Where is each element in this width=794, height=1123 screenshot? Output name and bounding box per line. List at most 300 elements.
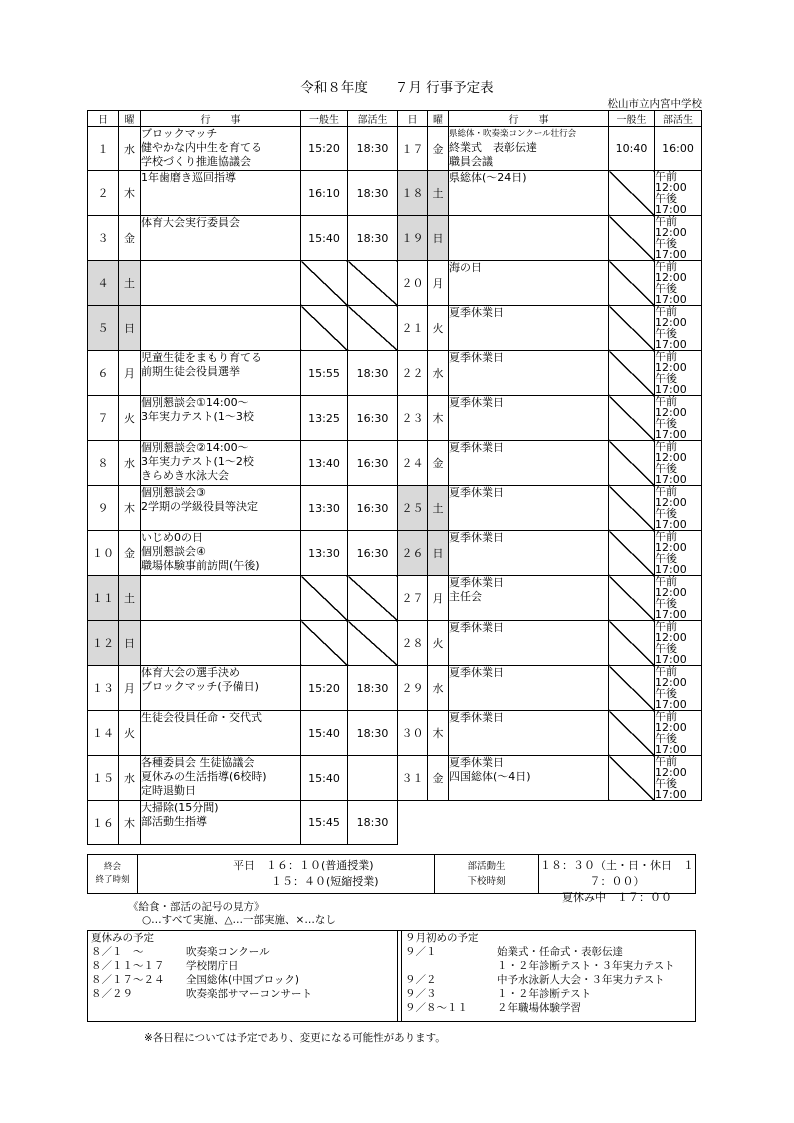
weekday: 金 — [119, 216, 141, 261]
normal-end-time: 平日 １６：１０(普通授業) — [233, 859, 374, 872]
schedule-table — [87, 110, 702, 845]
event-line: 部活動生指導 — [141, 815, 207, 828]
event-line: 2学期の学級役員等決定 — [141, 500, 258, 513]
club-time-am: 午前12:00 — [655, 755, 687, 779]
club-time: １８：３０（土・日・休日 １７：００） — [540, 859, 694, 888]
club-time-split — [655, 171, 702, 216]
plan-item — [402, 959, 696, 973]
plan-text: １・２年診断テスト — [497, 988, 592, 1000]
day-number: ６ — [88, 351, 119, 396]
event-line: 夏季休業日 — [449, 711, 504, 724]
club-time-pm: 午後17:00 — [655, 192, 687, 216]
summer-plans-header: 夏休みの予定 — [91, 932, 154, 944]
lunch-time: 15:45 — [301, 801, 348, 845]
weekday: 月 — [428, 261, 449, 306]
event-cell — [141, 396, 301, 441]
table-row — [88, 127, 702, 171]
club-time-label-1: 部活動生 — [467, 861, 506, 872]
day-number: ２１ — [398, 306, 428, 351]
short-end-time: １５：４０(短縮授業) — [271, 875, 379, 888]
plan-date: ８／１１～１７ — [91, 960, 165, 972]
header-row — [88, 111, 702, 127]
club-time-split — [655, 531, 702, 576]
weekday: 水 — [119, 441, 141, 486]
day-number: ２８ — [398, 621, 428, 666]
table-row — [88, 711, 702, 756]
day-number: ５ — [88, 306, 119, 351]
club-time-am: 午前12:00 — [655, 170, 687, 194]
event-line: 大掃除(15分間) — [141, 801, 219, 814]
event-cell — [141, 666, 301, 711]
club-time-pm: 午後17:00 — [655, 732, 687, 756]
table-row — [88, 576, 702, 621]
table-row — [88, 306, 702, 351]
weekday: 土 — [428, 171, 449, 216]
plan-date: ９／１ — [405, 946, 437, 958]
event-cell — [449, 127, 609, 171]
club-time-pm: 午後17:00 — [655, 552, 687, 576]
day-number: ２３ — [398, 396, 428, 441]
header-lunch: 一般生 — [301, 111, 348, 127]
lunch-time: 16:10 — [301, 171, 348, 216]
club-time: 16:00 — [655, 127, 702, 171]
day-number: ２２ — [398, 351, 428, 396]
club-time-am: 午前12:00 — [655, 305, 687, 329]
table-row — [88, 486, 702, 531]
event-cell — [141, 621, 301, 666]
day-number: ４ — [88, 261, 119, 306]
club-time-am: 午前12:00 — [655, 530, 687, 554]
club-none-cell — [348, 576, 398, 621]
event-line: 夏季休業日 — [449, 531, 504, 544]
table-row — [88, 441, 702, 486]
club-time: 18:30 — [348, 171, 398, 216]
weekday: 日 — [119, 306, 141, 351]
club-time-split — [655, 711, 702, 756]
event-line: 夏季休業日 — [449, 351, 504, 364]
table-row — [88, 171, 702, 216]
event-line: 夏季休業日 — [449, 486, 504, 499]
club-time: 18:30 — [348, 127, 398, 171]
plan-item — [402, 987, 696, 1001]
club-time: 18:30 — [348, 801, 398, 845]
event-cell — [449, 756, 609, 801]
club-time-pm: 午後17:00 — [655, 687, 687, 711]
event-cell — [449, 216, 609, 261]
event-line: 主任会 — [449, 590, 482, 603]
club-time-label-2: 下校時刻 — [467, 876, 506, 887]
plan-text: ２年職場体験学習 — [497, 1002, 581, 1014]
lunch-time: 15:20 — [301, 666, 348, 711]
header-club: 部活生 — [348, 111, 398, 127]
header-event: 行 事 — [141, 111, 301, 127]
end-time-label-1: 終会 — [103, 862, 121, 872]
weekday: 水 — [119, 756, 141, 801]
club-time — [348, 756, 398, 801]
empty-cell — [609, 801, 655, 845]
event-line: 夏季休業日 — [449, 396, 504, 409]
club-time: 18:30 — [348, 666, 398, 711]
plan-text: 全国総体(中国ブロック) — [186, 974, 299, 986]
weekday: 木 — [428, 711, 449, 756]
plans-box — [87, 930, 696, 1022]
plan-date: ８／１ ～ — [91, 946, 144, 958]
club-time-pm: 午後17:00 — [655, 372, 687, 396]
event-line: 夏季休業日 — [449, 441, 504, 454]
event-line: 前期生徒会役員選挙 — [141, 365, 240, 378]
event-cell — [141, 306, 301, 351]
lunch-time: 13:40 — [301, 441, 348, 486]
school-name: 松山市立内宮中学校 — [607, 98, 702, 110]
event-cell — [141, 756, 301, 801]
table-row — [88, 216, 702, 261]
lunch-none-cell — [609, 351, 655, 396]
event-cell — [449, 396, 609, 441]
lunch-none-cell — [609, 306, 655, 351]
club-time-am: 午前12:00 — [655, 485, 687, 509]
lunch-none-cell — [609, 216, 655, 261]
lunch-none-cell — [609, 756, 655, 801]
plan-date: ９／２ — [405, 974, 437, 986]
header-day: 日 — [88, 111, 119, 127]
table-row — [88, 396, 702, 441]
club-time: 16:30 — [348, 396, 398, 441]
club-time-split — [655, 756, 702, 801]
club-time-pm: 午後17:00 — [655, 642, 687, 666]
empty-cell — [449, 801, 609, 845]
day-number: ２７ — [398, 576, 428, 621]
event-cell — [449, 306, 609, 351]
plan-item — [402, 1001, 696, 1015]
lunch-time: 15:40 — [301, 711, 348, 756]
club-time-split — [655, 351, 702, 396]
plan-text: 中予水泳新人大会・３年実力テスト — [497, 974, 665, 986]
day-number: ３１ — [398, 756, 428, 801]
day-number: ２５ — [398, 486, 428, 531]
weekday: 木 — [119, 486, 141, 531]
day-number: １６ — [88, 801, 119, 845]
lunch-time: 13:25 — [301, 396, 348, 441]
event-line: 海の日 — [449, 261, 482, 274]
event-cell — [449, 576, 609, 621]
event-line: 夏季休業日 — [449, 576, 504, 589]
day-number: ７ — [88, 396, 119, 441]
weekday: 火 — [428, 621, 449, 666]
weekday: 火 — [119, 396, 141, 441]
club-time-am: 午前12:00 — [655, 710, 687, 734]
event-cell — [449, 486, 609, 531]
weekday: 月 — [428, 576, 449, 621]
event-line: 夏季休業日 — [449, 756, 504, 769]
table-row — [88, 666, 702, 711]
club-time: 18:30 — [348, 351, 398, 396]
event-line: 夏休みの生活指導(6校時) — [141, 770, 267, 783]
table-row — [88, 531, 702, 576]
club-time: 16:30 — [348, 531, 398, 576]
event-cell — [449, 171, 609, 216]
club-time-am: 午前12:00 — [655, 665, 687, 689]
event-cell — [141, 441, 301, 486]
club-time-pm: 午後17:00 — [655, 237, 687, 261]
end-time-label-2: 終了時刻 — [95, 875, 130, 885]
lunch-none-cell — [301, 261, 348, 306]
club-time-pm: 午後17:00 — [655, 462, 687, 486]
weekday: 火 — [428, 306, 449, 351]
club-time: 18:30 — [348, 216, 398, 261]
sept-plans — [401, 931, 696, 1021]
club-time-split — [655, 306, 702, 351]
event-line: いじめ0の日 — [141, 531, 203, 544]
club-time-values — [539, 855, 695, 904]
day-number: ２ — [88, 171, 119, 216]
club-time-split — [655, 486, 702, 531]
event-cell — [141, 171, 301, 216]
table-row — [88, 756, 702, 801]
lunch-none-cell — [609, 531, 655, 576]
lunch-time: 15:20 — [301, 127, 348, 171]
event-line: 各種委員会 生徒協議会 — [141, 756, 255, 769]
event-line: 職場体験事前訪問(午後) — [141, 559, 260, 572]
day-number: １０ — [88, 531, 119, 576]
club-time-pm: 午後17:00 — [655, 282, 687, 306]
club-time-am: 午前12:00 — [655, 575, 687, 599]
event-cell — [449, 351, 609, 396]
lunch-none-cell — [609, 486, 655, 531]
legend — [128, 901, 336, 927]
event-cell — [141, 486, 301, 531]
event-cell — [449, 711, 609, 756]
lunch-none-cell — [609, 441, 655, 486]
plan-text: 始業式・任命式・表彰伝達 — [497, 946, 623, 958]
day-number: １３ — [88, 666, 119, 711]
club-time-am: 午前12:00 — [655, 620, 687, 644]
weekday: 水 — [428, 666, 449, 711]
day-number: １４ — [88, 711, 119, 756]
event-cell — [141, 351, 301, 396]
event-line: 終業式 表彰伝達 — [449, 141, 537, 154]
page-title: 令和８年度 ７月 行事予定表 — [300, 80, 494, 96]
event-line: 個別懇談会③ — [141, 486, 206, 499]
plan-item — [88, 945, 397, 959]
event-line: 県総体・吹奏楽コンクール壮行会 — [449, 129, 577, 139]
plan-text: 吹奏楽コンクール — [186, 946, 270, 958]
club-time-split — [655, 576, 702, 621]
weekday: 月 — [119, 666, 141, 711]
legend-title: 《給食・部活の記号の見方》 — [128, 901, 265, 913]
event-line: ブロックマッチ — [141, 127, 218, 140]
plan-item — [88, 987, 397, 1001]
plan-text: 吹奏楽部サマーコンサート — [186, 988, 312, 1000]
club-time-pm: 午後17:00 — [655, 507, 687, 531]
legend-desc: ○…すべて実施、△…一部実施、×…なし — [142, 914, 336, 926]
event-line: 夏季休業日 — [449, 666, 504, 679]
day-number: １２ — [88, 621, 119, 666]
weekday: 日 — [428, 531, 449, 576]
lunch-none-cell — [609, 666, 655, 711]
header-day: 日 — [398, 111, 428, 127]
summer-club-time: 夏休み中 １７：００ — [562, 891, 672, 904]
event-line: 3年実力テスト(1～2校 — [141, 455, 254, 468]
event-cell — [141, 711, 301, 756]
day-number: １１ — [88, 576, 119, 621]
club-time-pm: 午後17:00 — [655, 777, 687, 801]
event-line: 個別懇談会①14:00～ — [141, 396, 249, 409]
club-time-split — [655, 666, 702, 711]
end-time-values — [138, 855, 435, 893]
weekday: 金 — [119, 531, 141, 576]
plan-date: ９／３ — [405, 988, 437, 1000]
weekday: 土 — [119, 261, 141, 306]
weekday: 日 — [428, 216, 449, 261]
club-time-pm: 午後17:00 — [655, 417, 687, 441]
club-time-am: 午前12:00 — [655, 440, 687, 464]
lunch-time: 13:30 — [301, 486, 348, 531]
club-time-split — [655, 621, 702, 666]
header-lunch: 一般生 — [609, 111, 655, 127]
event-line: 夏季休業日 — [449, 306, 504, 319]
plan-item — [402, 945, 696, 959]
club-time-split — [655, 216, 702, 261]
event-cell — [141, 576, 301, 621]
event-line: 学校づくり推進協議会 — [141, 155, 251, 168]
club-time-split — [655, 261, 702, 306]
table-row — [88, 801, 702, 845]
lunch-none-cell — [609, 621, 655, 666]
day-number: ２６ — [398, 531, 428, 576]
event-line: 児童生徒をまもり育てる — [141, 351, 262, 364]
lunch-none-cell — [609, 711, 655, 756]
lunch-none-cell — [301, 576, 348, 621]
event-cell — [449, 621, 609, 666]
lunch-none-cell — [301, 621, 348, 666]
club-time: 18:30 — [348, 711, 398, 756]
weekday: 土 — [428, 486, 449, 531]
empty-cell — [428, 801, 449, 845]
header-weekday: 曜 — [119, 111, 141, 127]
club-time: 16:30 — [348, 486, 398, 531]
event-line: 夏季休業日 — [449, 621, 504, 634]
lunch-time: 15:55 — [301, 351, 348, 396]
lunch-time: 15:40 — [301, 216, 348, 261]
header-club: 部活生 — [655, 111, 702, 127]
club-time-am: 午前12:00 — [655, 215, 687, 239]
lunch-time: 15:40 — [301, 756, 348, 801]
plan-item — [88, 973, 397, 987]
day-number: １５ — [88, 756, 119, 801]
day-number: ２０ — [398, 261, 428, 306]
day-number: ８ — [88, 441, 119, 486]
summer-plans — [88, 931, 398, 1021]
plan-text: 学校閉庁日 — [186, 960, 239, 972]
note: ※各日程については予定であり、変更になる可能性があります。 — [144, 1032, 446, 1044]
header-weekday: 曜 — [428, 111, 449, 127]
club-time-label — [435, 855, 539, 893]
plan-date: ８／２９ — [91, 988, 133, 1000]
day-number: ３０ — [398, 711, 428, 756]
lunch-none-cell — [301, 306, 348, 351]
weekday: 金 — [428, 756, 449, 801]
lunch-time: 13:30 — [301, 531, 348, 576]
day-number: １８ — [398, 171, 428, 216]
club-none-cell — [348, 621, 398, 666]
day-number: １９ — [398, 216, 428, 261]
plan-date: ９／８～１１ — [405, 1002, 468, 1014]
weekday: 日 — [119, 621, 141, 666]
event-line: 健やかな内中生を育てる — [141, 141, 262, 154]
weekday: 水 — [428, 351, 449, 396]
weekday: 水 — [119, 127, 141, 171]
event-line: 生徒会役員任命・交代式 — [141, 711, 262, 724]
header-event: 行 事 — [449, 111, 609, 127]
weekday: 火 — [119, 711, 141, 756]
end-time-label — [88, 855, 138, 893]
event-line: きらめき水泳大会 — [141, 469, 229, 482]
plan-date: ８／１７～２４ — [91, 974, 165, 986]
club-time-pm: 午後17:00 — [655, 597, 687, 621]
weekday: 木 — [119, 171, 141, 216]
lunch-none-cell — [609, 261, 655, 306]
event-cell — [449, 666, 609, 711]
day-number: １７ — [398, 127, 428, 171]
day-number: ２９ — [398, 666, 428, 711]
table-row — [88, 621, 702, 666]
weekday: 月 — [119, 351, 141, 396]
club-none-cell — [348, 306, 398, 351]
event-line: 四国総体(～4日) — [449, 770, 531, 783]
empty-cell — [655, 801, 702, 845]
event-line: 定時退勤日 — [141, 784, 196, 797]
club-time-split — [655, 396, 702, 441]
plan-item — [402, 973, 696, 987]
event-cell — [141, 531, 301, 576]
club-none-cell — [348, 261, 398, 306]
lunch-none-cell — [609, 171, 655, 216]
event-cell — [449, 441, 609, 486]
day-number: １ — [88, 127, 119, 171]
plan-item — [88, 959, 397, 973]
weekday: 木 — [119, 801, 141, 845]
weekday: 金 — [428, 127, 449, 171]
club-time-am: 午前12:00 — [655, 395, 687, 419]
day-number: ９ — [88, 486, 119, 531]
day-number: ３ — [88, 216, 119, 261]
event-line: 体育大会の選手決め — [141, 666, 240, 679]
weekday: 土 — [119, 576, 141, 621]
event-line: 県総体(～24日) — [449, 171, 527, 184]
end-time-box — [87, 854, 696, 904]
table-row — [88, 261, 702, 306]
day-number: ２４ — [398, 441, 428, 486]
club-time-am: 午前12:00 — [655, 350, 687, 374]
event-cell — [141, 216, 301, 261]
event-cell — [141, 801, 301, 845]
club-time-pm: 午後17:00 — [655, 327, 687, 351]
event-line: 1年歯磨き巡回指導 — [141, 171, 236, 184]
club-time: 16:30 — [348, 441, 398, 486]
weekday: 木 — [428, 396, 449, 441]
sept-plans-header: ９月初めの予定 — [405, 932, 479, 944]
lunch-time: 10:40 — [609, 127, 655, 171]
event-cell — [141, 127, 301, 171]
lunch-none-cell — [609, 396, 655, 441]
event-cell — [449, 261, 609, 306]
plan-text: １・２年診断テスト・３年実力テスト — [497, 960, 675, 972]
event-cell — [141, 261, 301, 306]
event-line: 体育大会実行委員会 — [141, 216, 240, 229]
event-line: 個別懇談会②14:00～ — [141, 441, 249, 454]
club-time-am: 午前12:00 — [655, 260, 687, 284]
event-line: 個別懇談会④ — [141, 545, 206, 558]
